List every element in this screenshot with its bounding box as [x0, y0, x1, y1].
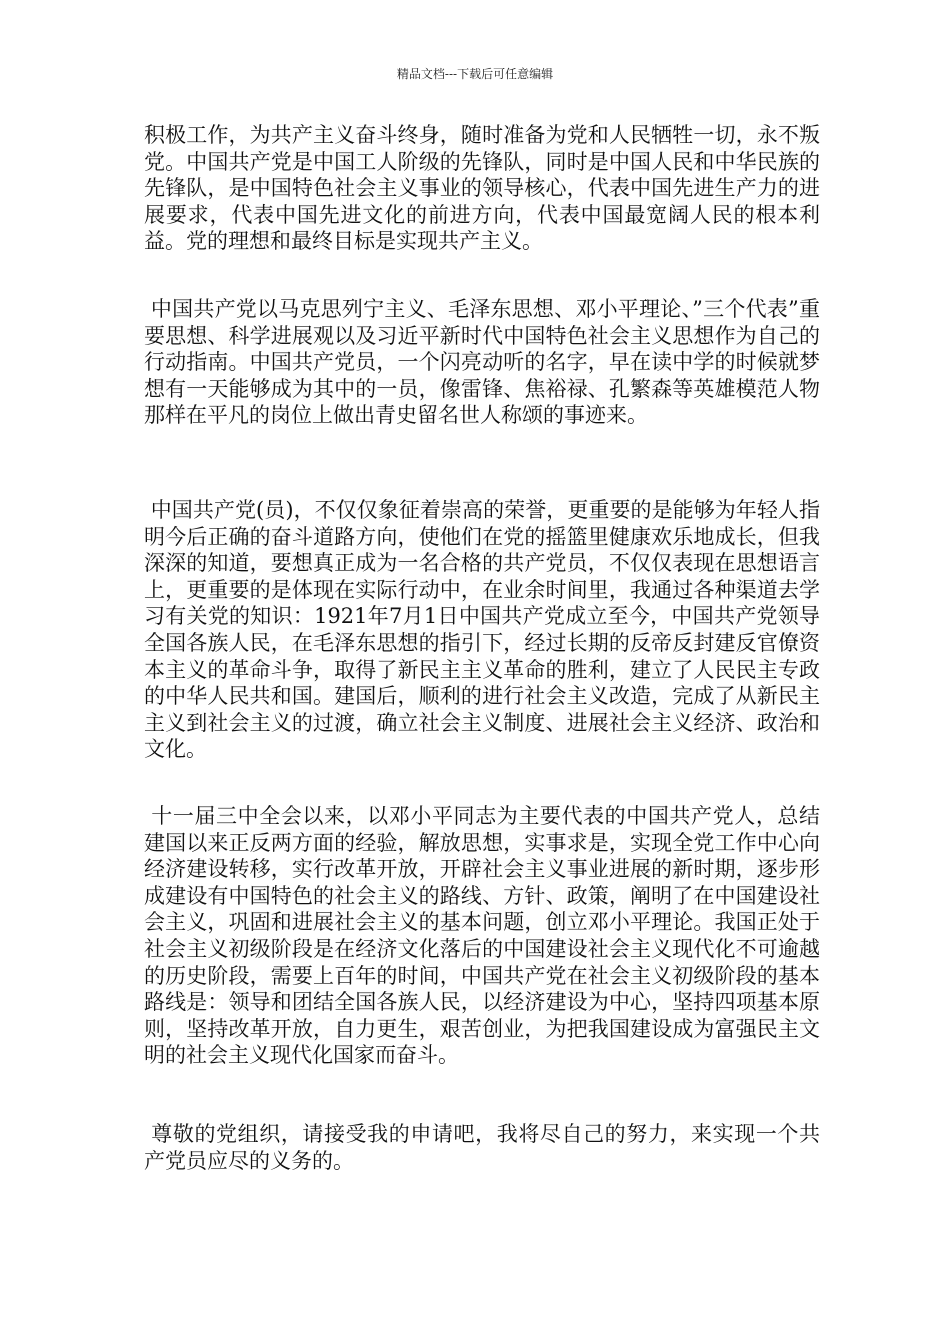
paragraph-4: 十一届三中全会以来，以邓小平同志为主要代表的中国共产党人，总结建国以来正反两方面的经验，解放思想，实事求是，实现全党工作中心向经济建设转移，实行改革开放，开辟社会主义事业进展的新时期，逐步形成建设有中国特色的社会主义的路线、方针、政策，阐明了在中国建设社会主义，巩固和进展社会主义的基本问题，创立邓小平理论。我国正处于社会主义初级阶段是在经济文化落后的中国建设社会主义现代化不可逾越的历史阶段，需要上百年的时间，中国共产党在社会主义初级阶段的基本路线是：领导和团结全国各族人民，以经济建设为中心，坚持四项基本原则，坚持改革开放，自力更生，艰苦创业，为把我国建设成为富强民主文明的社会主义现代化国家而奋斗。: [144, 804, 821, 1068]
page-header: 精品文档---下载后可任意编辑: [396, 67, 554, 81]
paragraph-1: 积极工作，为共产主义奋斗终身，随时准备为党和人民牺牲一切，永不叛党。中国共产党是中国工人阶级的先锋队，同时是中国人民和中华民族的先锋队，是中国特色社会主义事业的领导核心，代表中国先进生产力的进展要求，代表中国先进文化的前进方向，代表中国最宽阔人民的根本利益。党的理想和最终目标是实现共产主义。: [144, 123, 820, 254]
paragraph-2: 中国共产党以马克思列宁主义、毛泽东思想、邓小平理论、”三个代表”重要思想、科学进展观以及习近平新时代中国特色社会主义思想作为自己的行动指南。中国共产党员，一个闪亮动听的名字，早在读中学的时候就梦想有一天能够成为其中的一员，像雷锋、焦裕禄、孔繁森等英雄模范人物那样在平凡的岗位上做出青史留名世人称颂的事迹来。: [144, 297, 820, 428]
paragraph-3: 中国共产党(员)，不仅仅象征着崇高的荣誉，更重要的是能够为年轻人指明今后正确的奋斗道路方向，使他们在党的摇篮里健康欢乐地成长，但我深深的知道，要想真正成为一名合格的共产党员，不仅仅表现在思想语言上，更重要的是体现在实际行动中，在业余时间里，我通过各种渠道去学习有关党的知识：1921年7月1日中国共产党成立至今，中国共产党领导全国各族人民，在毛泽东思想的指引下，经过长期的反帝反封建反官僚资本主义的革命斗争，取得了新民主主义革命的胜利，建立了人民民主专政的中华人民共和国。建国后，顺利的进行社会主义改造，完成了从新民主主义到社会主义的过渡，确立社会主义制度、进展社会主义经济、政治和文化。: [144, 498, 820, 762]
paragraph-5: 尊敬的党组织，请接受我的申请吧，我将尽自己的努力，来实现一个共产党员应尽的义务的。: [144, 1122, 821, 1173]
